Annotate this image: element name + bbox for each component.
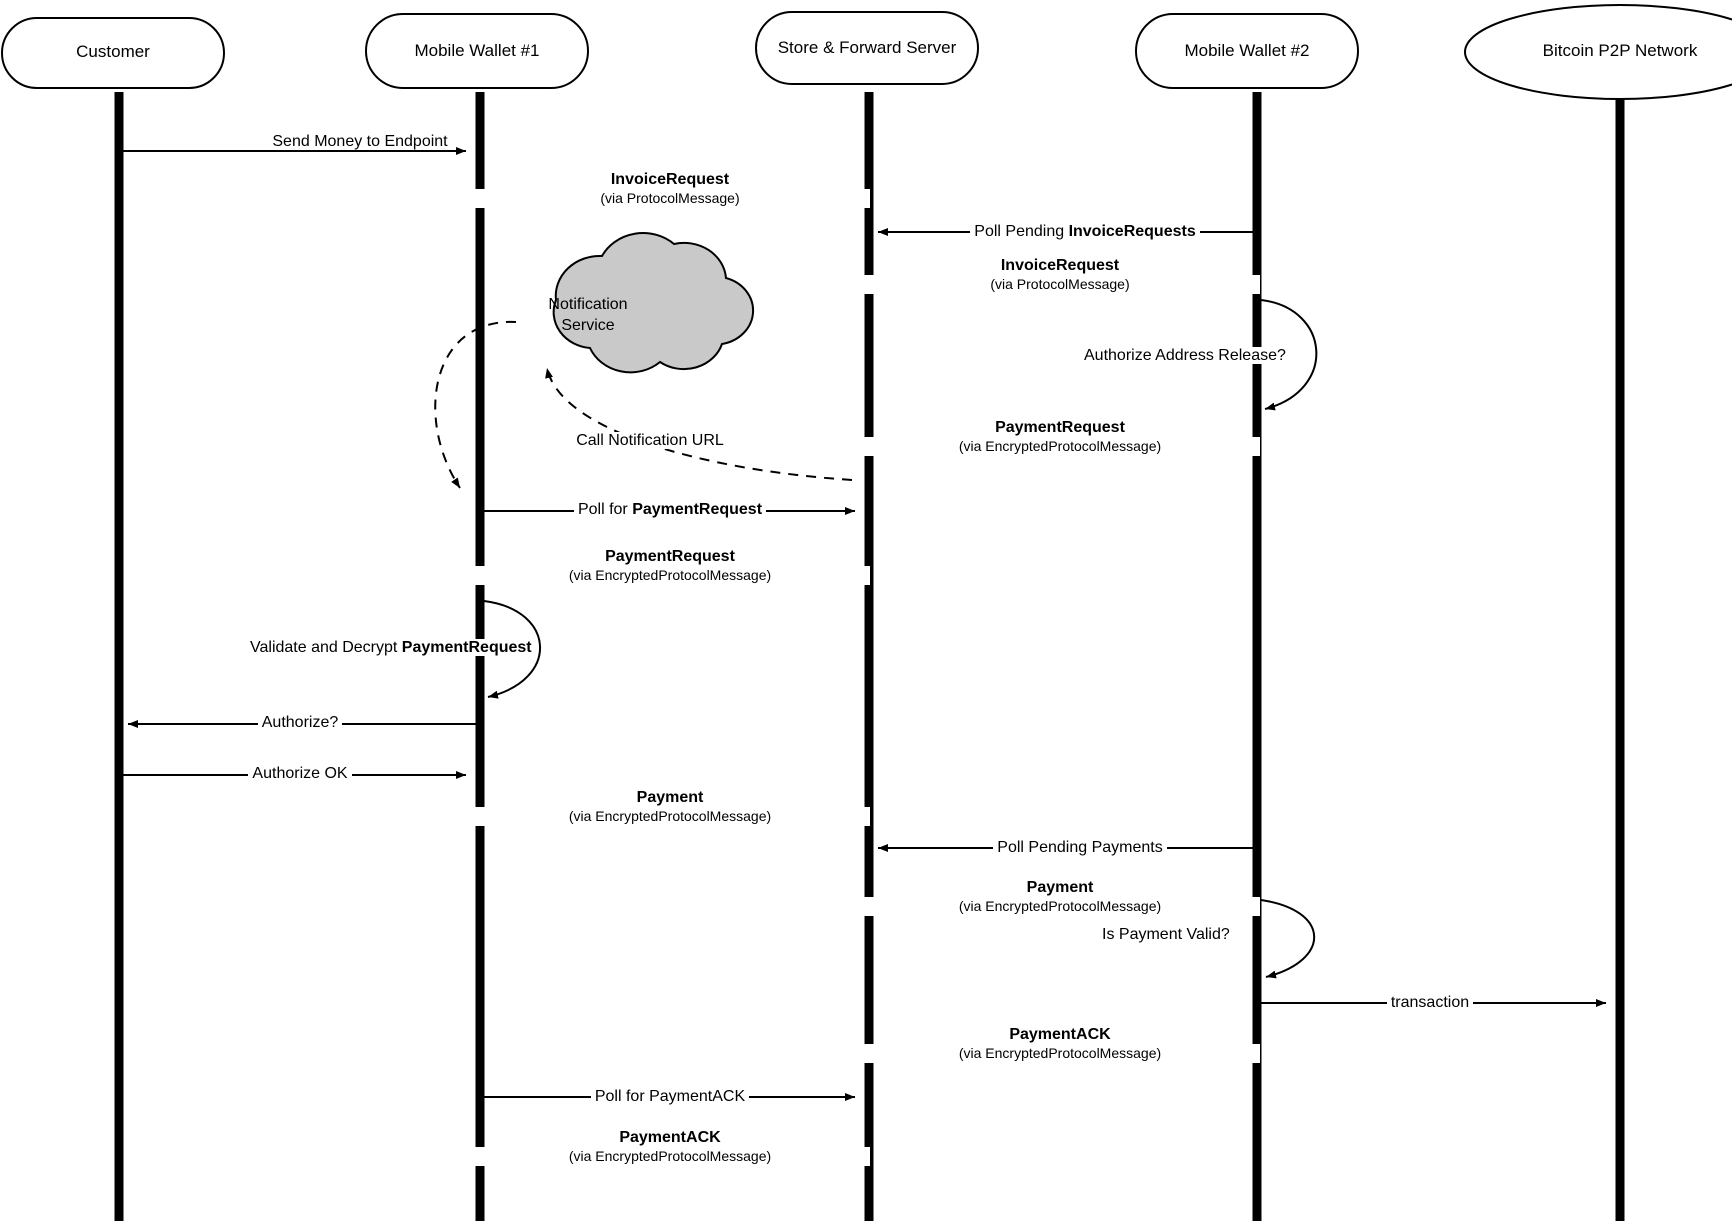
message-label-m20 <box>470 1128 870 1166</box>
message-main-text: Payment <box>633 789 708 806</box>
message-label-m4 <box>860 256 1260 294</box>
message-label-m18 <box>860 1025 1260 1063</box>
actor-label-text: Mobile Wallet #2 <box>1184 41 1310 60</box>
message-label-m13 <box>470 788 870 826</box>
message-label-m16 <box>1098 925 1348 944</box>
message-label-m8 <box>480 500 860 519</box>
message-main-text: Poll Pending InvoiceRequests <box>970 223 1199 240</box>
message-sub-text: (via EncryptedProtocolMessage) <box>860 437 1260 456</box>
actor-shapes <box>2 5 1732 99</box>
message-main-text: Authorize? <box>258 714 343 731</box>
message-label-m11 <box>130 713 470 732</box>
message-label-m10 <box>246 638 586 657</box>
message-sub-text: (via EncryptedProtocolMessage) <box>860 897 1260 916</box>
message-sub-text: (via EncryptedProtocolMessage) <box>470 1147 870 1166</box>
message-label-m7 <box>520 431 780 450</box>
message-label-m2 <box>470 170 870 208</box>
message-main-text: PaymentRequest <box>991 419 1129 436</box>
message-sub-text: (via EncryptedProtocolMessage) <box>470 807 870 826</box>
message-sub-text: (via EncryptedProtocolMessage) <box>470 566 870 585</box>
message-main-text: PaymentACK <box>1005 1026 1114 1043</box>
message-main-inner: Validate and Decrypt PaymentRequest <box>250 639 532 656</box>
message-label-m14 <box>880 838 1280 857</box>
actor-label-text: Mobile Wallet #1 <box>414 41 540 60</box>
message-main-text: Is Payment Valid? <box>1098 926 1234 943</box>
message-main-text: PaymentRequest <box>601 548 739 565</box>
message-sub-text: (via EncryptedProtocolMessage) <box>860 1044 1260 1063</box>
message-main-text: Poll for PaymentRequest <box>574 501 766 518</box>
message-main-text: Call Notification URL <box>572 432 728 449</box>
message-main-text: Authorize OK <box>248 765 351 782</box>
message-label-m1 <box>140 132 580 151</box>
actor-label-text: Bitcoin P2P Network <box>1542 41 1698 60</box>
message-label-m12 <box>130 764 470 783</box>
message-label-m6 <box>860 418 1260 456</box>
message-sub-text: (via ProtocolMessage) <box>470 189 870 208</box>
message-main-text: transaction <box>1387 994 1473 1011</box>
message-label-m9 <box>470 547 870 585</box>
message-sub-text: (via ProtocolMessage) <box>860 275 1260 294</box>
message-label-m15 <box>860 878 1260 916</box>
actor-label-text: Store & Forward Server <box>777 38 957 57</box>
message-label-m17 <box>1280 993 1580 1012</box>
cloud-label-line2: Service <box>561 317 615 334</box>
message-label-m19 <box>480 1087 860 1106</box>
message-label-m3 <box>880 222 1290 241</box>
message-main-text: Send Money to Endpoint <box>268 133 451 150</box>
message-main-text: InvoiceRequest <box>607 171 733 188</box>
actor-label-text: Customer <box>76 42 150 61</box>
message-main-text: Poll Pending Payments <box>993 839 1166 856</box>
message-main-text: InvoiceRequest <box>997 257 1123 274</box>
message-main-text: Payment <box>1023 879 1098 896</box>
notification-service-cloud <box>554 233 753 372</box>
message-main-text <box>246 639 536 656</box>
message-main-text: PaymentACK <box>615 1129 724 1146</box>
cloud-label-line1: Notification <box>548 296 628 313</box>
message-main-text: Poll for PaymentACK <box>591 1088 749 1105</box>
message-label-m5 <box>1080 346 1350 365</box>
message-main-text: Authorize Address Release? <box>1080 347 1290 364</box>
